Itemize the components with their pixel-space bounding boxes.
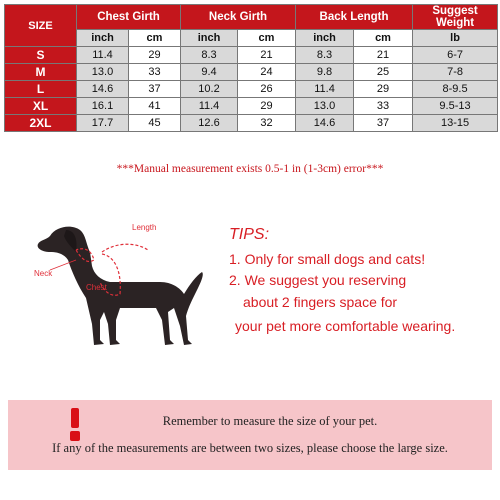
- chest-girth-header: Chest Girth: [77, 5, 181, 30]
- table-cell: 13.0: [296, 98, 354, 115]
- unit-cell: cm: [354, 30, 413, 47]
- size-chart-table: [4, 4, 498, 132]
- table-cell: 25: [354, 64, 413, 81]
- table-cell: 29: [238, 98, 296, 115]
- table-cell: 37: [354, 115, 413, 132]
- table-cell: 11.4: [77, 47, 129, 64]
- table-cell: 9.5-13: [413, 98, 498, 115]
- dog-silhouette-icon: [20, 208, 220, 358]
- size-label: L: [5, 81, 77, 98]
- table-cell: 6-7: [413, 47, 498, 64]
- table-cell: 41: [129, 98, 181, 115]
- dog-body: [38, 227, 203, 345]
- table-cell: 24: [238, 64, 296, 81]
- size-label: M: [5, 64, 77, 81]
- tip-line-2: 2. We suggest you reserving: [229, 272, 407, 288]
- table-cell: 7-8: [413, 64, 498, 81]
- suggest-weight-header: Suggest Weight: [413, 5, 498, 30]
- size-column-header: SIZE: [5, 5, 77, 47]
- neck-girth-header: Neck Girth: [181, 5, 296, 30]
- neck-label: Neck: [34, 269, 53, 278]
- table-cell: 9.4: [181, 64, 238, 81]
- reminder-banner: [8, 400, 492, 470]
- table-cell: 26: [238, 81, 296, 98]
- length-guide: [102, 244, 148, 252]
- table-cell: 21: [354, 47, 413, 64]
- unit-cell: inch: [296, 30, 354, 47]
- table-cell: 11.4: [181, 98, 238, 115]
- table-cell: 45: [129, 115, 181, 132]
- tip-line-1: 1. Only for small dogs and cats!: [229, 251, 426, 267]
- table-cell: 21: [238, 47, 296, 64]
- unit-cell: cm: [129, 30, 181, 47]
- size-label: XL: [5, 98, 77, 115]
- unit-cell: cm: [238, 30, 296, 47]
- table-cell: 9.8: [296, 64, 354, 81]
- chest-label: Chest: [86, 283, 107, 292]
- table-cell: 33: [354, 98, 413, 115]
- size-label: S: [5, 47, 77, 64]
- table-cell: 37: [129, 81, 181, 98]
- measurement-disclaimer: ***Manual measurement exists 0.5-1 in (1-3cm) error***: [116, 163, 384, 175]
- size-advice-text: If any of the measurements are between two sizes, please choose the large size.: [52, 441, 448, 455]
- unit-cell: inch: [181, 30, 238, 47]
- table-cell: 8-9.5: [413, 81, 498, 98]
- table-row: [5, 98, 498, 115]
- unit-cell: inch: [77, 30, 129, 47]
- table-cell: 32: [238, 115, 296, 132]
- table-cell: 14.6: [296, 115, 354, 132]
- table-header-row: [5, 5, 498, 30]
- reminder-text: Remember to measure the size of your pet.: [162, 414, 378, 428]
- table-row: [5, 47, 498, 64]
- table-cell: 13.0: [77, 64, 129, 81]
- table-units-row: [5, 30, 498, 47]
- tips-title: TIPS:: [229, 226, 270, 243]
- dog-measurement-figure: [20, 208, 220, 358]
- unit-cell: lb: [413, 30, 498, 47]
- table-cell: 29: [354, 81, 413, 98]
- length-label: Length: [132, 223, 157, 232]
- table-cell: 33: [129, 64, 181, 81]
- table-cell: 13-15: [413, 115, 498, 132]
- table-cell: 17.7: [77, 115, 129, 132]
- table-row: [5, 81, 498, 98]
- size-label: 2XL: [5, 115, 77, 132]
- tip-line-3: about 2 fingers space for: [243, 294, 398, 310]
- table-row: [5, 115, 498, 132]
- table-cell: 14.6: [77, 81, 129, 98]
- table-cell: 10.2: [181, 81, 238, 98]
- tip-line-4: your pet more comfortable wearing.: [235, 318, 456, 334]
- table-cell: 11.4: [296, 81, 354, 98]
- table-cell: 8.3: [181, 47, 238, 64]
- table-cell: 8.3: [296, 47, 354, 64]
- table-cell: 16.1: [77, 98, 129, 115]
- table-cell: 29: [129, 47, 181, 64]
- back-length-header: Back Length: [296, 5, 413, 30]
- table-cell: 12.6: [181, 115, 238, 132]
- table-row: [5, 64, 498, 81]
